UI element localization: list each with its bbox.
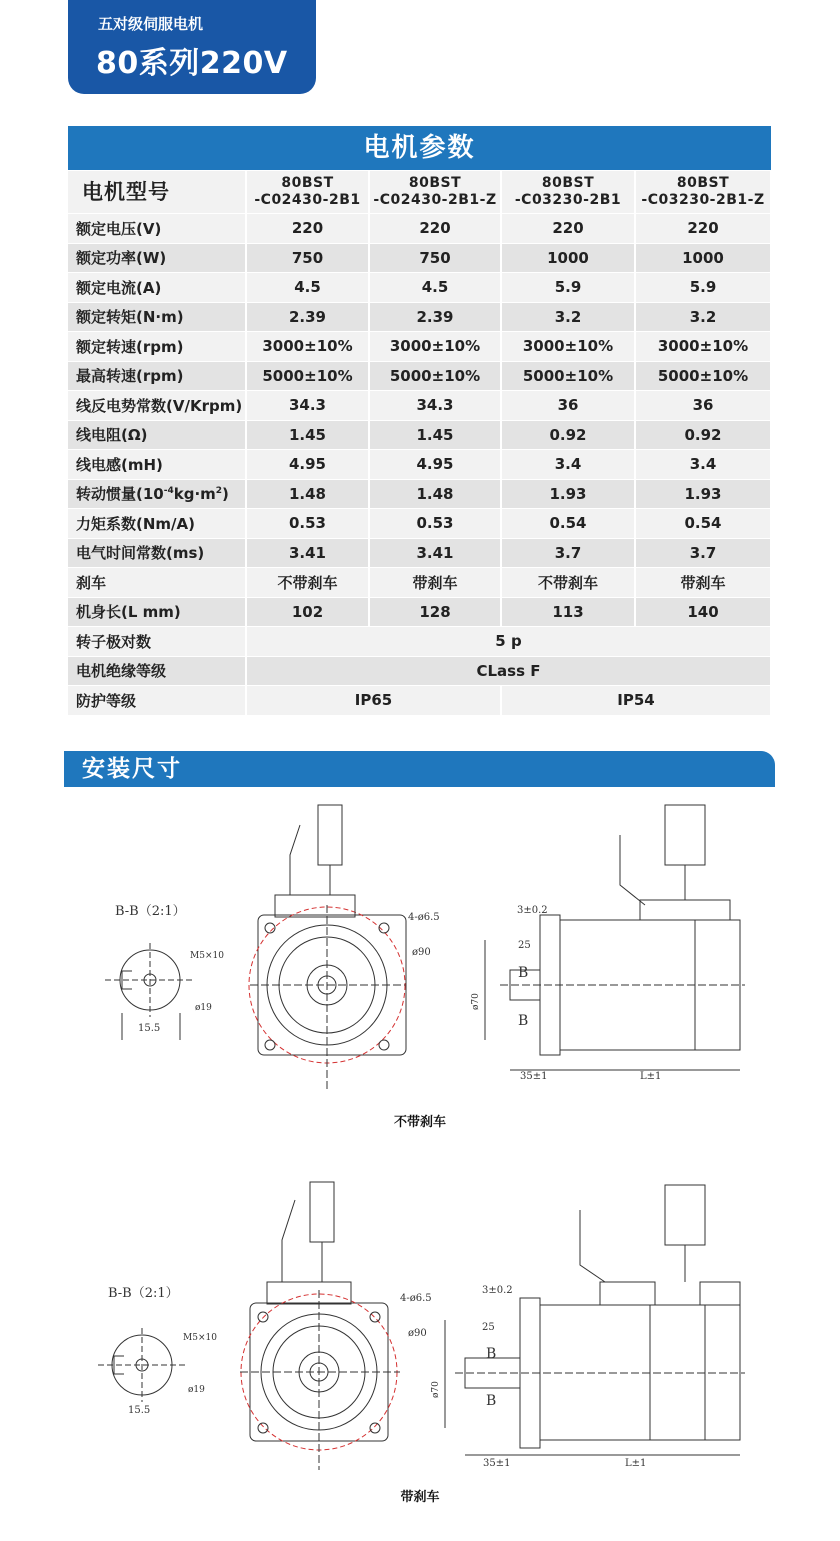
spec-value: 3000±10%	[501, 332, 635, 362]
spec-row	[68, 391, 771, 421]
spec-value: 4.95	[369, 450, 501, 480]
spec-row	[68, 479, 771, 509]
series-badge	[68, 0, 316, 94]
section-mark: B	[518, 965, 529, 981]
section-mark: B	[486, 1393, 497, 1409]
spec-row	[68, 568, 771, 598]
spec-label: 额定电流(A)	[68, 273, 246, 303]
spec-label: 额定功率(W)	[68, 243, 246, 273]
spec-value: 5000±10%	[635, 361, 771, 391]
spec-value: 113	[501, 597, 635, 627]
spec-value: 3.2	[501, 302, 635, 332]
spec-value: 不带刹车	[246, 568, 369, 598]
spec-value: IP54	[501, 686, 771, 716]
spec-value: 3.41	[246, 538, 369, 568]
spec-label: 防护等级	[68, 686, 246, 716]
dim-pilot: ø90	[408, 1328, 427, 1339]
spec-value: 3.7	[635, 538, 771, 568]
spec-value: 不带刹车	[501, 568, 635, 598]
dim-shaft-len: 25	[482, 1322, 495, 1333]
section-label: B-B（2:1）	[108, 1286, 179, 1301]
encoder-plug	[665, 1185, 705, 1245]
spec-value: 36	[501, 391, 635, 421]
spec-row	[68, 273, 771, 303]
drawing-brake	[0, 1170, 840, 1480]
spec-label: 最高转速(rpm)	[68, 361, 246, 391]
series-subtitle: 五对级伺服电机	[98, 15, 204, 33]
dim-pilot: ø90	[412, 947, 431, 958]
spec-label: 额定电压(V)	[68, 214, 246, 244]
spec-value: 1.48	[369, 479, 501, 509]
spec-label: 线电感(mH)	[68, 450, 246, 480]
spec-value: 0.92	[501, 420, 635, 450]
spec-row	[68, 214, 771, 244]
spec-value: 140	[635, 597, 771, 627]
dim-shaft-ext: 35±1	[520, 1071, 548, 1082]
spec-value: 4.95	[246, 450, 369, 480]
spec-value: 34.3	[246, 391, 369, 421]
spec-value: 1.48	[246, 479, 369, 509]
spec-value: 0.54	[635, 509, 771, 539]
model-cell: 80BST -C02430-2B1	[246, 171, 369, 214]
spec-label: 转子极对数	[68, 627, 246, 657]
series-title: 80系列220V	[96, 46, 288, 81]
spec-value: 3.4	[635, 450, 771, 480]
spec-value: 2.39	[369, 302, 501, 332]
spec-row	[68, 597, 771, 627]
dim-shaft-ext: 35±1	[483, 1458, 511, 1469]
spec-value: 0.53	[369, 509, 501, 539]
spec-row	[68, 450, 771, 480]
spec-value: 750	[369, 243, 501, 273]
spec-value: 1.93	[635, 479, 771, 509]
spec-value: 1000	[501, 243, 635, 273]
caption-no-brake: 不带刹车	[393, 1115, 446, 1130]
spec-row	[68, 243, 771, 273]
spec-value: 5 p	[246, 627, 771, 657]
dim-flange-gap: 3±0.2	[482, 1285, 513, 1296]
spec-row	[68, 538, 771, 568]
caption-brake: 带刹车	[400, 1490, 440, 1505]
spec-row	[68, 420, 771, 450]
spec-value: 34.3	[369, 391, 501, 421]
model-cell: 80BST -C03230-2B1-Z	[635, 171, 771, 214]
spec-value: 3.2	[635, 302, 771, 332]
power-plug	[310, 1182, 334, 1242]
encoder-plug	[665, 805, 705, 865]
spec-table-title: 电机参数	[68, 126, 771, 170]
spec-label: 转动惯量$(10^{-4}kg\cdot m^2)$	[68, 479, 246, 509]
spec-value: 0.92	[635, 420, 771, 450]
spec-value: 4.5	[369, 273, 501, 303]
model-cell: 80BST -C02430-2B1-Z	[369, 171, 501, 214]
spec-row	[68, 627, 771, 657]
spec-value: 3000±10%	[246, 332, 369, 362]
dim-m5: M5×10	[183, 1333, 217, 1343]
spec-label: 刹车	[68, 568, 246, 598]
mount-hole	[265, 1040, 275, 1050]
spec-row	[68, 686, 771, 716]
spec-value: 36	[635, 391, 771, 421]
spec-row	[68, 302, 771, 332]
connector-side	[700, 1282, 740, 1305]
spec-value: 220	[501, 214, 635, 244]
spec-value: 5000±10%	[246, 361, 369, 391]
install-section-title: 安装尺寸	[64, 751, 775, 787]
spec-label: 额定转矩(N·m)	[68, 302, 246, 332]
mount-hole	[258, 1423, 268, 1433]
section-mark: B	[486, 1346, 497, 1362]
spec-value: 220	[369, 214, 501, 244]
spec-value: 1000	[635, 243, 771, 273]
cable	[580, 1210, 605, 1282]
spec-label: 线反电势常数(V/Krpm)	[68, 391, 246, 421]
spec-value: 1.93	[501, 479, 635, 509]
spec-value: 5.9	[635, 273, 771, 303]
section-label: B-B（2:1）	[115, 904, 186, 919]
section-mark: B	[518, 1013, 529, 1029]
model-header-row	[68, 171, 771, 214]
cable	[620, 835, 645, 905]
spec-label: 电机绝缘等级	[68, 656, 246, 686]
spec-value: 带刹车	[369, 568, 501, 598]
spec-value: 5000±10%	[369, 361, 501, 391]
dim-m5: M5×10	[190, 951, 224, 961]
dim-holes: 4-ø6.5	[400, 1293, 432, 1304]
spec-label: 机身长(L mm)	[68, 597, 246, 627]
spec-value: 带刹车	[635, 568, 771, 598]
spec-value: 0.53	[246, 509, 369, 539]
spec-row	[68, 361, 771, 391]
spec-value: 4.5	[246, 273, 369, 303]
spec-label: 力矩系数(Nm/A)	[68, 509, 246, 539]
spec-value: 3.41	[369, 538, 501, 568]
dim-flange-dia: ø70	[431, 1381, 441, 1398]
spec-value: 3000±10%	[369, 332, 501, 362]
spec-row	[68, 656, 771, 686]
spec-value: 1.45	[246, 420, 369, 450]
model-cell: 80BST -C03230-2B1	[501, 171, 635, 214]
spec-value: CLass F	[246, 656, 771, 686]
spec-value: 750	[246, 243, 369, 273]
cable	[282, 1200, 295, 1282]
spec-label: 电气时间常数(ms)	[68, 538, 246, 568]
dim-key-width: 15.5	[128, 1405, 151, 1416]
dim-flange-gap: 3±0.2	[517, 905, 548, 916]
dim-shaft: ø19	[188, 1385, 205, 1395]
connector-side	[640, 900, 730, 920]
spec-table	[68, 171, 772, 716]
spec-row	[68, 509, 771, 539]
cable	[290, 825, 300, 895]
spec-value: 2.39	[246, 302, 369, 332]
connector-side	[600, 1282, 655, 1305]
connector-block	[275, 895, 355, 917]
spec-value: IP65	[246, 686, 501, 716]
dim-flange-dia: ø70	[471, 993, 481, 1010]
spec-value: 3000±10%	[635, 332, 771, 362]
mount-hole	[370, 1423, 380, 1433]
spec-value: 1.45	[369, 420, 501, 450]
spec-label: 额定转速(rpm)	[68, 332, 246, 362]
dim-body-len: L±1	[640, 1071, 662, 1082]
dim-key-width: 15.5	[138, 1023, 161, 1034]
model-label: 电机型号	[68, 171, 246, 214]
spec-value: 102	[246, 597, 369, 627]
spec-value: 220	[635, 214, 771, 244]
dim-shaft: ø19	[195, 1003, 212, 1013]
spec-value: 3.7	[501, 538, 635, 568]
spec-row	[68, 332, 771, 362]
spec-value: 5.9	[501, 273, 635, 303]
mount-hole	[379, 1040, 389, 1050]
power-plug	[318, 805, 342, 865]
dim-body-len: L±1	[625, 1458, 647, 1469]
spec-value: 220	[246, 214, 369, 244]
dim-shaft-len: 25	[518, 940, 531, 951]
drawing-no-brake	[0, 795, 840, 1115]
connector-block	[267, 1282, 351, 1304]
spec-value: 128	[369, 597, 501, 627]
spec-value: 0.54	[501, 509, 635, 539]
dim-holes: 4-ø6.5	[408, 912, 440, 923]
spec-value: 3.4	[501, 450, 635, 480]
spec-value: 5000±10%	[501, 361, 635, 391]
spec-label: 线电阻(Ω)	[68, 420, 246, 450]
